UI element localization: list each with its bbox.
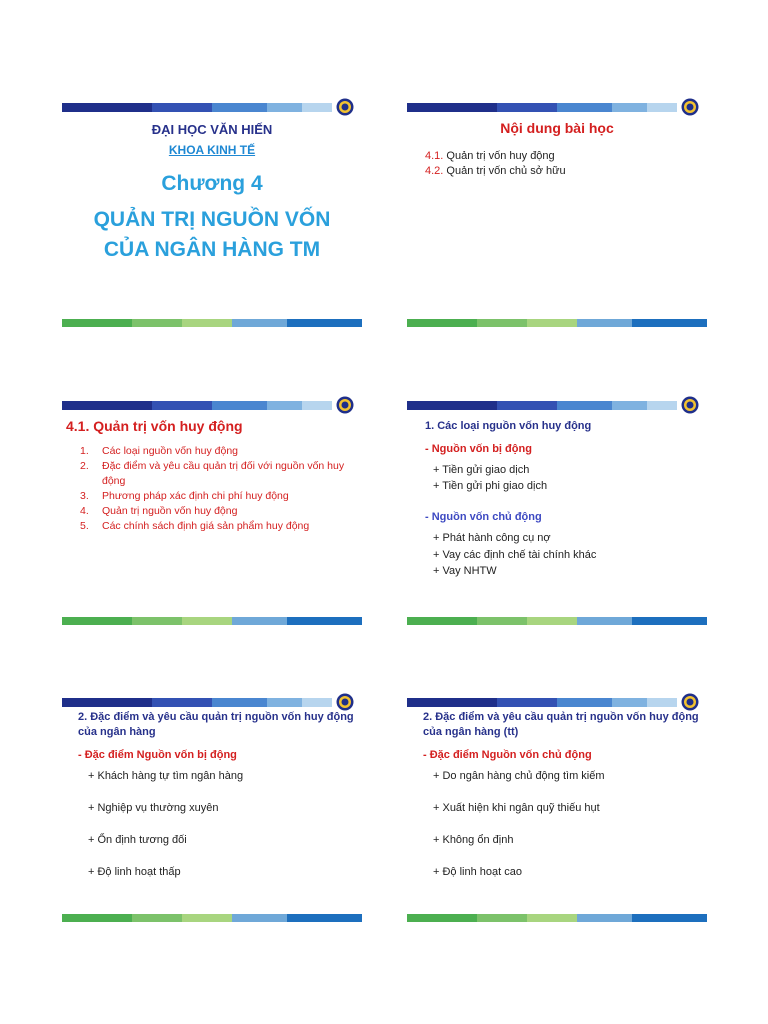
slide-heading: 4.1. Quản trị vốn huy động	[66, 418, 243, 434]
slide-heading: 1. Các loại nguồn vốn huy động	[425, 420, 592, 432]
slide-bottom-bar	[407, 914, 707, 922]
slide-top-bar	[407, 401, 677, 410]
numbered-list	[80, 444, 357, 534]
slide-bottom-bar	[62, 914, 362, 922]
passive-heading: - Nguồn vốn bị động	[425, 443, 532, 455]
university-logo-icon	[681, 98, 699, 116]
university-logo-icon	[336, 693, 354, 711]
list-item: + Phát hành công cụ nợ	[433, 532, 551, 544]
subheading: - Đặc điểm Nguồn vốn chủ động	[423, 749, 592, 761]
slide-heading: 2. Đặc điểm và yêu cầu quản trị nguồn vốn huy động của ngân hàng	[78, 711, 354, 738]
slide-active-features	[407, 693, 707, 923]
active-heading: - Nguồn vốn chủ động	[425, 511, 542, 523]
slide-heading: 2. Đặc điểm và yêu cầu quản trị nguồn vốn huy động của ngân hàng (tt)	[423, 711, 699, 738]
slide-top-bar	[62, 401, 332, 410]
slide-bottom-bar	[62, 319, 362, 327]
slide-top-bar	[62, 103, 332, 112]
subheading: - Đặc điểm Nguồn vốn bị động	[78, 749, 237, 761]
slide-fund-types	[407, 396, 707, 626]
list-item: + Tiền gửi giao dịch	[433, 464, 530, 476]
list-item: 4.2. Quản trị vốn chủ sở hữu	[425, 165, 566, 177]
slide-bottom-bar	[62, 617, 362, 625]
slide-bottom-bar	[407, 617, 707, 625]
slide-bottom-bar	[407, 319, 707, 327]
list-item: 4. Quản trị nguồn vốn huy động	[80, 505, 238, 517]
list-item: + Xuất hiện khi ngân quỹ thiếu hụt	[433, 802, 600, 814]
list-item: + Vay các định chế tài chính khác	[433, 549, 597, 561]
list-item: + Độ linh hoạt thấp	[88, 866, 181, 878]
university-logo-icon	[336, 396, 354, 414]
list-item: 4.1. Quản trị vốn huy động	[425, 150, 555, 162]
list-item: 2. Đặc điểm và yêu cầu quản trị đối với nguồn vốn huy động	[80, 460, 345, 487]
slide-top-bar	[407, 698, 677, 707]
slide-heading: Nội dung bài học	[500, 120, 614, 136]
list-item: + Tiền gửi phi giao dịch	[433, 480, 548, 492]
list-item: + Độ linh hoạt cao	[433, 866, 522, 878]
slide-passive-features	[62, 693, 362, 923]
list-item: 5. Các chính sách định giá sản phẩm huy động	[80, 520, 310, 532]
title-line-2: CỦA NGÂN HÀNG TM	[103, 238, 321, 261]
list-item: 1. Các loại nguồn vốn huy động	[80, 445, 239, 457]
slide-top-bar	[62, 698, 332, 707]
slide-section-4-1	[62, 396, 362, 626]
university-logo-icon	[336, 98, 354, 116]
slide-top-bar	[407, 103, 677, 112]
list-item: + Do ngân hàng chủ động tìm kiếm	[433, 770, 605, 782]
list-item: + Ổn định tương đối	[88, 834, 187, 846]
university-logo-icon	[681, 396, 699, 414]
faculty-name: KHOA KINH TẾ	[168, 143, 256, 157]
list-item: + Khách hàng tự tìm ngân hàng	[88, 770, 244, 782]
list-item: + Không ổn định	[433, 834, 514, 846]
title-line-1: QUẢN TRỊ NGUỒN VỐN	[93, 208, 331, 231]
list-item: + Vay NHTW	[433, 565, 497, 577]
list-item: + Nghiệp vụ thường xuyên	[88, 802, 219, 814]
list-item: 3. Phương pháp xác định chi phí huy động	[80, 490, 289, 502]
chapter-label: Chương 4	[161, 172, 263, 195]
slide-title	[62, 98, 362, 328]
university-logo-icon	[681, 693, 699, 711]
university-name: ĐẠI HỌC VĂN HIẾN	[151, 122, 273, 137]
slide-contents	[407, 98, 707, 328]
